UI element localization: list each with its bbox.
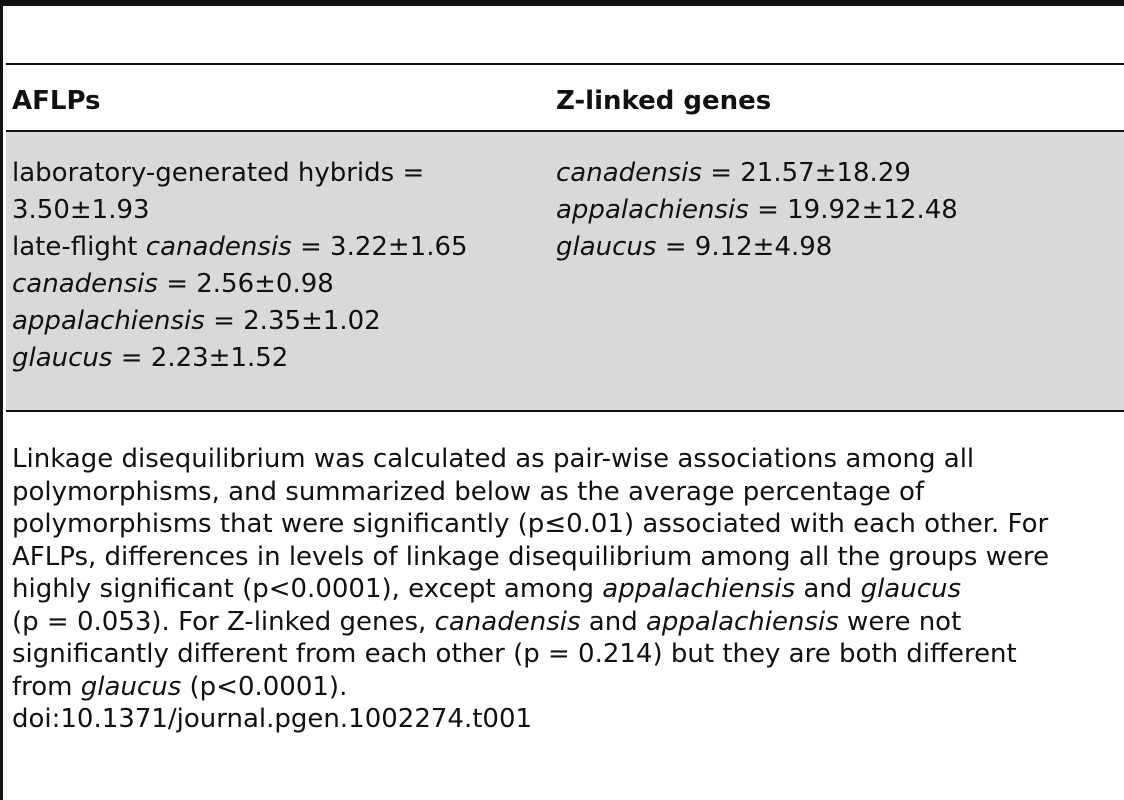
table-upper-rule: [6, 63, 1124, 65]
aflps-entry-canadensis: canadensis = 2.56±0.98: [12, 269, 334, 299]
aflps-entry-hybrids-value: 3.50±1.93: [12, 195, 150, 225]
zlinked-entry-glaucus: glaucus = 9.12±4.98: [556, 232, 833, 262]
doi-line[interactable]: doi:10.1371/journal.pgen.1002274.t001: [12, 704, 533, 734]
column-header-z-linked-genes: Z-linked genes: [556, 86, 772, 116]
footnote-line: from glaucus (p<0.0001).: [12, 671, 348, 702]
table-footnote: [12, 443, 1124, 736]
footnote-line: significantly different from each other (p = 0.214) but they are both different: [12, 639, 1017, 669]
table-bottom-rule: [6, 410, 1124, 412]
aflps-entry-hybrids: laboratory-generated hybrids =: [12, 158, 425, 188]
footnote-line: AFLPs, differences in levels of linkage disequilibrium among all the groups were: [12, 541, 1050, 572]
footnote-line: polymorphisms that were significantly (p≤0.01) associated with each other. For: [12, 509, 1049, 539]
aflps-entry-appalachiensis: appalachiensis = 2.35±1.02: [12, 306, 381, 336]
aflps-entry-late-flight: late-flight canadensis = 3.22±1.65: [12, 232, 468, 262]
z-linked-genes-cell: [556, 155, 1116, 266]
footnote-line: (p = 0.053). For Z-linked genes, canadensis and appalachiensis were not: [12, 606, 962, 637]
footnote-line: Linkage disequilibrium was calculated as pair-wise associations among all: [12, 444, 975, 474]
zlinked-entry-appalachiensis: appalachiensis = 19.92±12.48: [556, 195, 958, 225]
footnote-line: highly significant (p<0.0001), except among appalachiensis and glaucus: [12, 574, 962, 604]
table-top-rule: [0, 0, 1124, 6]
aflps-entry-glaucus: glaucus = 2.23±1.52: [12, 343, 289, 373]
aflps-cell: [12, 155, 542, 377]
footnote-line: polymorphisms, and summarized below as the average percentage of: [12, 476, 925, 507]
zlinked-entry-canadensis: canadensis = 21.57±18.29: [556, 158, 911, 188]
column-header-aflps: AFLPs: [12, 86, 101, 116]
left-border-rule: [0, 0, 3, 800]
